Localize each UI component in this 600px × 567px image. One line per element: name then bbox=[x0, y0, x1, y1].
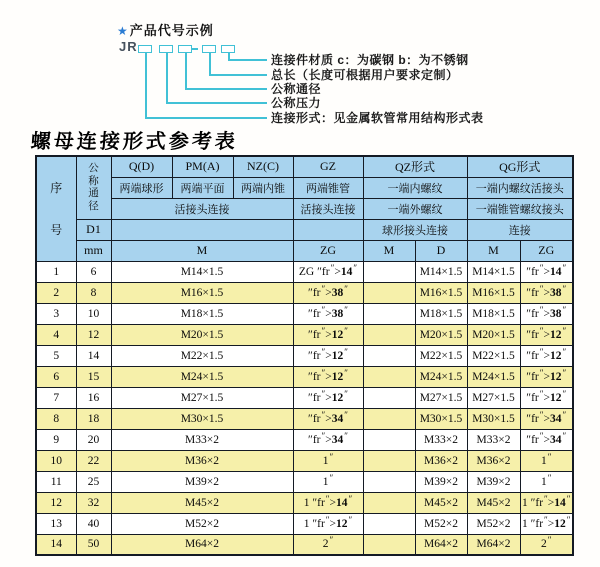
qz-m-cell bbox=[363, 450, 415, 471]
callout-material: 连接件材质 c：为碳钢 b：为不锈钢 bbox=[271, 53, 469, 67]
qg-m-cell: M30×1.5 bbox=[467, 408, 520, 429]
dn-mm-cell: 6 bbox=[76, 261, 111, 282]
m-thread-cell: M20×1.5 bbox=[111, 324, 293, 345]
dn-mm-cell: 32 bbox=[76, 492, 111, 513]
qz-m-cell bbox=[363, 408, 415, 429]
qg-m-cell: M27×1.5 bbox=[467, 387, 520, 408]
header-type-gz: GZ bbox=[293, 156, 363, 177]
qz-d-cell: M64×2 bbox=[415, 534, 467, 555]
zg-thread-cell: ″fr″>12″ bbox=[293, 324, 363, 345]
callout-line-vertical bbox=[166, 53, 168, 102]
qg-m-cell: M39×2 bbox=[467, 471, 520, 492]
header-type-pma: PM(A) bbox=[172, 156, 233, 177]
dn-mm-cell: 50 bbox=[76, 534, 111, 555]
qz-m-cell bbox=[363, 429, 415, 450]
header-thread-qz-d: D bbox=[415, 240, 467, 261]
callout-conn-form: 连接形式：见金属软管常用结构形式表 bbox=[271, 111, 484, 125]
qg-m-cell: M22×1.5 bbox=[467, 345, 520, 366]
serial-cell: 8 bbox=[36, 408, 76, 429]
dn-mm-cell: 40 bbox=[76, 513, 111, 534]
m-thread-cell: M36×2 bbox=[111, 450, 293, 471]
zg-thread-cell: ″fr″>12″ bbox=[293, 345, 363, 366]
table-row bbox=[36, 534, 573, 555]
qg-m-cell: M64×2 bbox=[467, 534, 520, 555]
qz-m-cell bbox=[363, 387, 415, 408]
table-row bbox=[36, 408, 573, 429]
qg-m-cell: M14×1.5 bbox=[467, 261, 520, 282]
header-endform-nzc: 两端内锥 bbox=[233, 177, 293, 198]
qz-d-cell: M18×1.5 bbox=[415, 303, 467, 324]
qz-m-cell bbox=[363, 345, 415, 366]
table-row bbox=[36, 387, 573, 408]
qg-zg-cell: ″fr″>38″ bbox=[520, 303, 573, 324]
header-thread-qg-zg: ZG bbox=[520, 240, 573, 261]
callout-line-horizontal bbox=[166, 102, 267, 104]
qz-m-cell bbox=[363, 513, 415, 534]
qz-d-cell: M52×2 bbox=[415, 513, 467, 534]
qz-d-cell: M16×1.5 bbox=[415, 282, 467, 303]
qz-d-cell: M27×1.5 bbox=[415, 387, 467, 408]
table-body bbox=[36, 261, 573, 555]
callout-pressure: 公称压力 bbox=[271, 96, 322, 110]
serial-cell: 9 bbox=[36, 429, 76, 450]
qg-zg-cell: 2″ bbox=[520, 534, 573, 555]
star-icon: ★ bbox=[117, 24, 128, 38]
qg-m-cell: M16×1.5 bbox=[467, 282, 520, 303]
header-conn-union-gz: 活接头连接 bbox=[293, 198, 363, 219]
qg-zg-cell: ″fr″>12″ bbox=[520, 366, 573, 387]
dn-mm-cell: 14 bbox=[76, 345, 111, 366]
diagram-heading-label: 产品代号示例 bbox=[129, 23, 214, 38]
m-thread-cell: M27×1.5 bbox=[111, 387, 293, 408]
serial-cell: 1 bbox=[36, 261, 76, 282]
code-box bbox=[159, 45, 173, 53]
qg-m-cell: M18×1.5 bbox=[467, 303, 520, 324]
qz-m-cell bbox=[363, 303, 415, 324]
dn-mm-cell: 12 bbox=[76, 324, 111, 345]
qg-zg-cell: 1 ″fr″>14″ bbox=[520, 492, 573, 513]
serial-cell: 4 bbox=[36, 324, 76, 345]
callout-line-horizontal bbox=[145, 117, 267, 119]
callout-length: 总长（长度可根据用户要求定制） bbox=[271, 68, 459, 82]
callout-diameter: 公称通径 bbox=[271, 82, 322, 96]
qz-d-cell: M22×1.5 bbox=[415, 345, 467, 366]
m-thread-cell: M30×1.5 bbox=[111, 408, 293, 429]
header-type-nzc: NZ(C) bbox=[233, 156, 293, 177]
qg-m-cell: M24×1.5 bbox=[467, 366, 520, 387]
header-endform-qg: 一端内螺纹活接头 bbox=[467, 177, 573, 198]
zg-thread-cell: 1 ″fr″>12″ bbox=[293, 513, 363, 534]
header-endform-gz: 两端锥管 bbox=[293, 177, 363, 198]
qz-d-cell: M33×2 bbox=[415, 429, 467, 450]
header-nominal-dia: 公 称 通 径 bbox=[76, 156, 111, 219]
header-type-qg: QG形式 bbox=[467, 156, 573, 177]
header-endform-qd: 两端球形 bbox=[111, 177, 172, 198]
serial-cell: 2 bbox=[36, 282, 76, 303]
zg-thread-cell: ″fr″>12″ bbox=[293, 387, 363, 408]
zg-thread-cell: 1 ″fr″>14″ bbox=[293, 492, 363, 513]
zg-thread-cell: 2″ bbox=[293, 534, 363, 555]
qz-d-cell: M30×1.5 bbox=[415, 408, 467, 429]
header-thread-m: M bbox=[111, 240, 293, 261]
table-row bbox=[36, 492, 573, 513]
zg-thread-cell: ″fr″>12″ bbox=[293, 366, 363, 387]
qz-m-cell bbox=[363, 282, 415, 303]
qz-d-cell: M36×2 bbox=[415, 450, 467, 471]
callout-line-vertical bbox=[209, 53, 211, 74]
callout-line-horizontal bbox=[185, 88, 267, 90]
qg-zg-cell: 1 ″fr″>12″ bbox=[520, 513, 573, 534]
dn-mm-cell: 15 bbox=[76, 366, 111, 387]
code-separator-dash bbox=[192, 48, 198, 50]
code-box bbox=[138, 45, 152, 53]
header-conn-qg: 一端锥管螺纹接头 bbox=[467, 198, 573, 219]
m-thread-cell: M33×2 bbox=[111, 429, 293, 450]
qz-m-cell bbox=[363, 366, 415, 387]
table-row bbox=[36, 261, 573, 282]
serial-cell: 6 bbox=[36, 366, 76, 387]
qg-zg-cell: ″fr″>12″ bbox=[520, 324, 573, 345]
qg-m-cell: M36×2 bbox=[467, 450, 520, 471]
table-row bbox=[36, 450, 573, 471]
qg-zg-cell: ″fr″>14″ bbox=[520, 261, 573, 282]
m-thread-cell: M45×2 bbox=[111, 492, 293, 513]
dn-mm-cell: 22 bbox=[76, 450, 111, 471]
table-title: 螺母连接形式参考表 bbox=[30, 131, 239, 153]
zg-thread-cell: ″fr″>34″ bbox=[293, 429, 363, 450]
qz-d-cell: M45×2 bbox=[415, 492, 467, 513]
serial-cell: 3 bbox=[36, 303, 76, 324]
zg-thread-cell: ZG ″fr″>14″ bbox=[293, 261, 363, 282]
table-row bbox=[36, 366, 573, 387]
qz-d-cell: M39×2 bbox=[415, 471, 467, 492]
m-thread-cell: M14×1.5 bbox=[111, 261, 293, 282]
serial-cell: 10 bbox=[36, 450, 76, 471]
qg-zg-cell: ″fr″>12″ bbox=[520, 387, 573, 408]
serial-cell: 5 bbox=[36, 345, 76, 366]
header-type-qz: QZ形式 bbox=[363, 156, 467, 177]
m-thread-cell: M18×1.5 bbox=[111, 303, 293, 324]
m-thread-cell: M16×1.5 bbox=[111, 282, 293, 303]
qz-d-cell: M24×1.5 bbox=[415, 366, 467, 387]
callout-line-horizontal bbox=[209, 74, 267, 76]
table-row bbox=[36, 513, 573, 534]
zg-thread-cell: ″fr″>38″ bbox=[293, 282, 363, 303]
m-thread-cell: M64×2 bbox=[111, 534, 293, 555]
header-serial: 序 号 bbox=[36, 156, 76, 261]
qg-zg-cell: ″fr″>34″ bbox=[520, 408, 573, 429]
serial-cell: 13 bbox=[36, 513, 76, 534]
table-row bbox=[36, 471, 573, 492]
header-unit: mm bbox=[76, 240, 111, 261]
serial-cell: 14 bbox=[36, 534, 76, 555]
callout-line-vertical bbox=[145, 53, 147, 117]
table-header bbox=[36, 156, 573, 261]
qz-m-cell bbox=[363, 324, 415, 345]
zg-thread-cell: 1″ bbox=[293, 450, 363, 471]
zg-thread-cell: 1″ bbox=[293, 471, 363, 492]
header-endform-qz: 一端内螺纹 bbox=[363, 177, 467, 198]
dn-mm-cell: 18 bbox=[76, 408, 111, 429]
table-row bbox=[36, 429, 573, 450]
qz-m-cell bbox=[363, 261, 415, 282]
table-row bbox=[36, 345, 573, 366]
header-empty-qpn bbox=[111, 219, 293, 240]
code-prefix: JR bbox=[119, 39, 138, 54]
qg-zg-cell: 1″ bbox=[520, 450, 573, 471]
header-thread-zg: ZG bbox=[293, 240, 363, 261]
code-box bbox=[221, 45, 235, 53]
dn-mm-cell: 25 bbox=[76, 471, 111, 492]
table-row bbox=[36, 324, 573, 345]
diagram-heading bbox=[117, 20, 214, 39]
serial-cell: 11 bbox=[36, 471, 76, 492]
m-thread-cell: M24×1.5 bbox=[111, 366, 293, 387]
m-thread-cell: M39×2 bbox=[111, 471, 293, 492]
header-ball-conn: 球形接头连接 bbox=[363, 219, 467, 240]
header-d1: D1 bbox=[76, 219, 111, 240]
code-box bbox=[178, 45, 192, 53]
qz-m-cell bbox=[363, 534, 415, 555]
qz-d-cell: M14×1.5 bbox=[415, 261, 467, 282]
qg-zg-cell: ″fr″>34″ bbox=[520, 429, 573, 450]
header-conn: 连接 bbox=[467, 219, 573, 240]
qg-zg-cell: 1″ bbox=[520, 471, 573, 492]
qz-m-cell bbox=[363, 492, 415, 513]
m-thread-cell: M22×1.5 bbox=[111, 345, 293, 366]
qz-m-cell bbox=[363, 471, 415, 492]
qz-d-cell: M20×1.5 bbox=[415, 324, 467, 345]
table-row bbox=[36, 303, 573, 324]
qg-m-cell: M20×1.5 bbox=[467, 324, 520, 345]
qg-m-cell: M52×2 bbox=[467, 513, 520, 534]
qg-m-cell: M45×2 bbox=[467, 492, 520, 513]
serial-cell: 7 bbox=[36, 387, 76, 408]
callout-line-vertical bbox=[185, 53, 187, 88]
qg-m-cell: M33×2 bbox=[467, 429, 520, 450]
header-thread-qg-m: M bbox=[467, 240, 520, 261]
header-endform-pma: 两端平面 bbox=[172, 177, 233, 198]
callout-line-horizontal bbox=[228, 59, 267, 61]
qg-zg-cell: ″fr″>38″ bbox=[520, 282, 573, 303]
dn-mm-cell: 10 bbox=[76, 303, 111, 324]
code-box bbox=[202, 45, 216, 53]
dn-mm-cell: 8 bbox=[76, 282, 111, 303]
dn-mm-cell: 16 bbox=[76, 387, 111, 408]
table-row bbox=[36, 282, 573, 303]
dn-mm-cell: 20 bbox=[76, 429, 111, 450]
header-conn-union: 活接头连接 bbox=[111, 198, 293, 219]
header-empty-gz bbox=[293, 219, 363, 240]
header-thread-qz-m: M bbox=[363, 240, 415, 261]
serial-cell: 12 bbox=[36, 492, 76, 513]
zg-thread-cell: ″fr″>34″ bbox=[293, 408, 363, 429]
nut-connection-table-wrap bbox=[35, 155, 574, 556]
qg-zg-cell: ″fr″>12″ bbox=[520, 345, 573, 366]
nut-connection-table bbox=[35, 155, 574, 556]
header-conn-qz: 一端外螺纹 bbox=[363, 198, 467, 219]
zg-thread-cell: ″fr″>38″ bbox=[293, 303, 363, 324]
m-thread-cell: M52×2 bbox=[111, 513, 293, 534]
header-type-qd: Q(D) bbox=[111, 156, 172, 177]
